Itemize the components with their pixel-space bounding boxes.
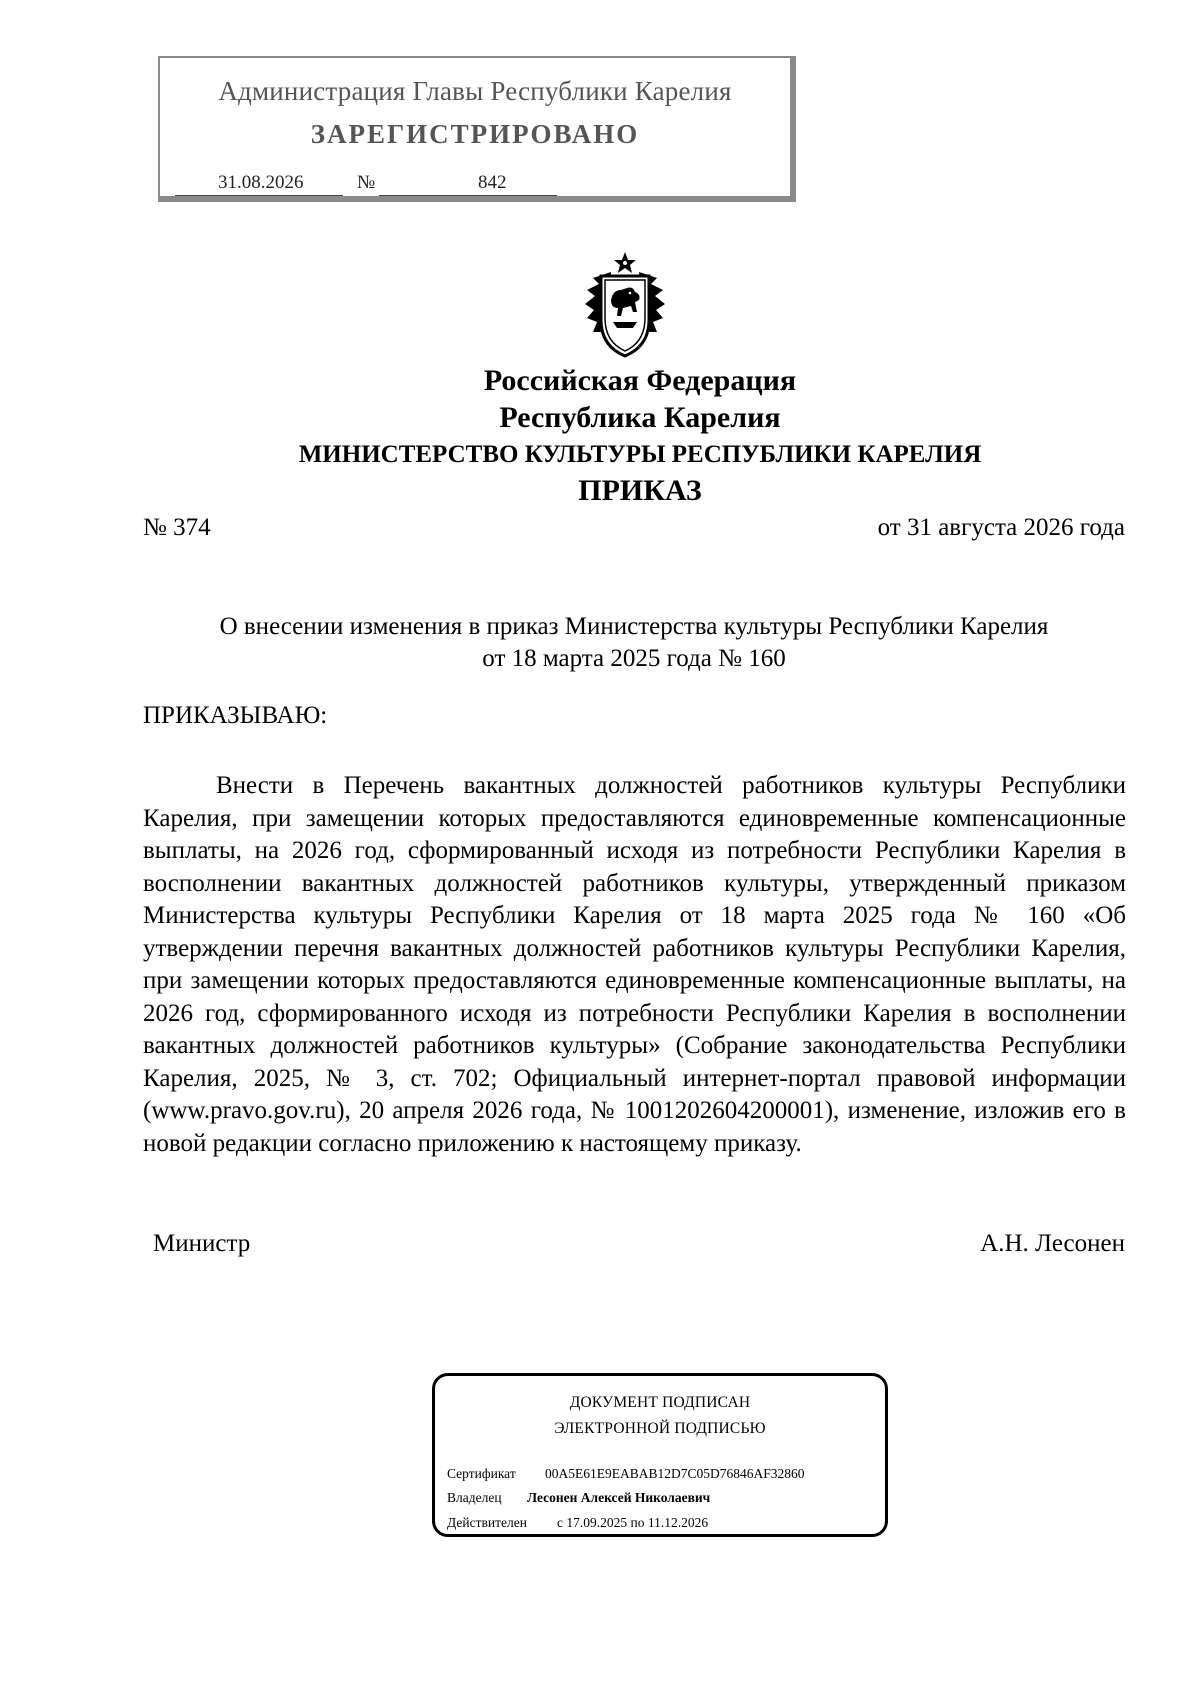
document-date: от 31 августа 2026 года — [877, 514, 1125, 541]
electronic-signature-stamp — [432, 1373, 888, 1537]
esig-title-line-1: ДОКУМЕНТ ПОДПИСАН — [569, 1394, 751, 1411]
header-country: Российская Федерация — [483, 364, 797, 397]
esig-certificate-row — [447, 1466, 805, 1482]
esig-owner: Лесонен Алексей Николаевич — [527, 1490, 711, 1505]
registration-number: 842 — [478, 172, 507, 193]
coat-of-arms-icon — [581, 250, 669, 362]
subject-line-1: О внесении изменения в приказ Министерства культуры Республики Карелия — [219, 613, 1049, 640]
header-ministry: МИНИСТЕРСТВО КУЛЬТУРЫ РЕСПУБЛИКИ КАРЕЛИЯ — [298, 441, 982, 468]
registration-stamp — [158, 56, 796, 202]
body-paragraph: Внести в Перечень вакантных должностей работников культуры Республики Карелия, при замещении которых предоставляются единовременные компенсационные выплаты, на 2026 год, сформированный исходя из потребности Республики Карелия в восполнении вакантных должностей работников культуры, утвержденный приказом Министерства культуры Республики Карелия от 18 марта 2025 года № 160 «Об утверждении перечня вакантных должностей работников культуры Республики Карелия, при замещении которых предоставляются единовременные компенсационные выплаты, на 2026 год, сформированного исходя из потребности Республики Карелия в восполнении вакантных должностей работников культуры» (Собрание законодательства Республики Карелия, 2025, № 3, ст. 702; Официальный интернет-портал правовой информации (www.pravo.gov.ru), 20 апреля 2026 года, № 1001202604200001), изменение, изложив его в новой редакции согласно приложению к настоящему приказу. — [143, 772, 1126, 1157]
esig-validity-period: с 17.09.2025 по 11.12.2026 — [557, 1515, 709, 1530]
registration-date: 31.08.2026 — [218, 172, 304, 193]
document-type: ПРИКАЗ — [578, 474, 702, 507]
order-word: ПРИКАЗЫВАЮ: — [143, 702, 328, 729]
esig-certificate: 00A5E61E9EABAB12D7C05D76846AF32860 — [545, 1466, 805, 1481]
registration-status: ЗАРЕГИСТРИРОВАНО — [310, 119, 640, 149]
esig-owner-label: Владелец — [447, 1490, 502, 1505]
registration-organization: Администрация Главы Республики Карелия — [218, 76, 732, 106]
subject-line-2: от 18 марта 2025 года № 160 — [482, 645, 786, 672]
esig-certificate-label: Сертификат — [447, 1466, 516, 1481]
esig-validity-row — [447, 1515, 708, 1531]
document-number: № 374 — [143, 514, 211, 541]
registration-number-underline — [379, 195, 557, 196]
registration-date-underline — [175, 195, 343, 196]
document-subject — [143, 611, 1125, 675]
registration-number-label: № — [357, 172, 376, 193]
esig-title-line-2: ЭЛЕКТРОННОЙ ПОДПИСЬЮ — [554, 1420, 766, 1437]
header-republic: Республика Карелия — [499, 401, 781, 434]
esig-owner-row — [447, 1490, 710, 1506]
esig-validity-label: Действителен — [447, 1515, 527, 1530]
signer-title: Министр — [153, 1230, 251, 1257]
signer-name: А.Н. Лесонен — [980, 1230, 1125, 1257]
